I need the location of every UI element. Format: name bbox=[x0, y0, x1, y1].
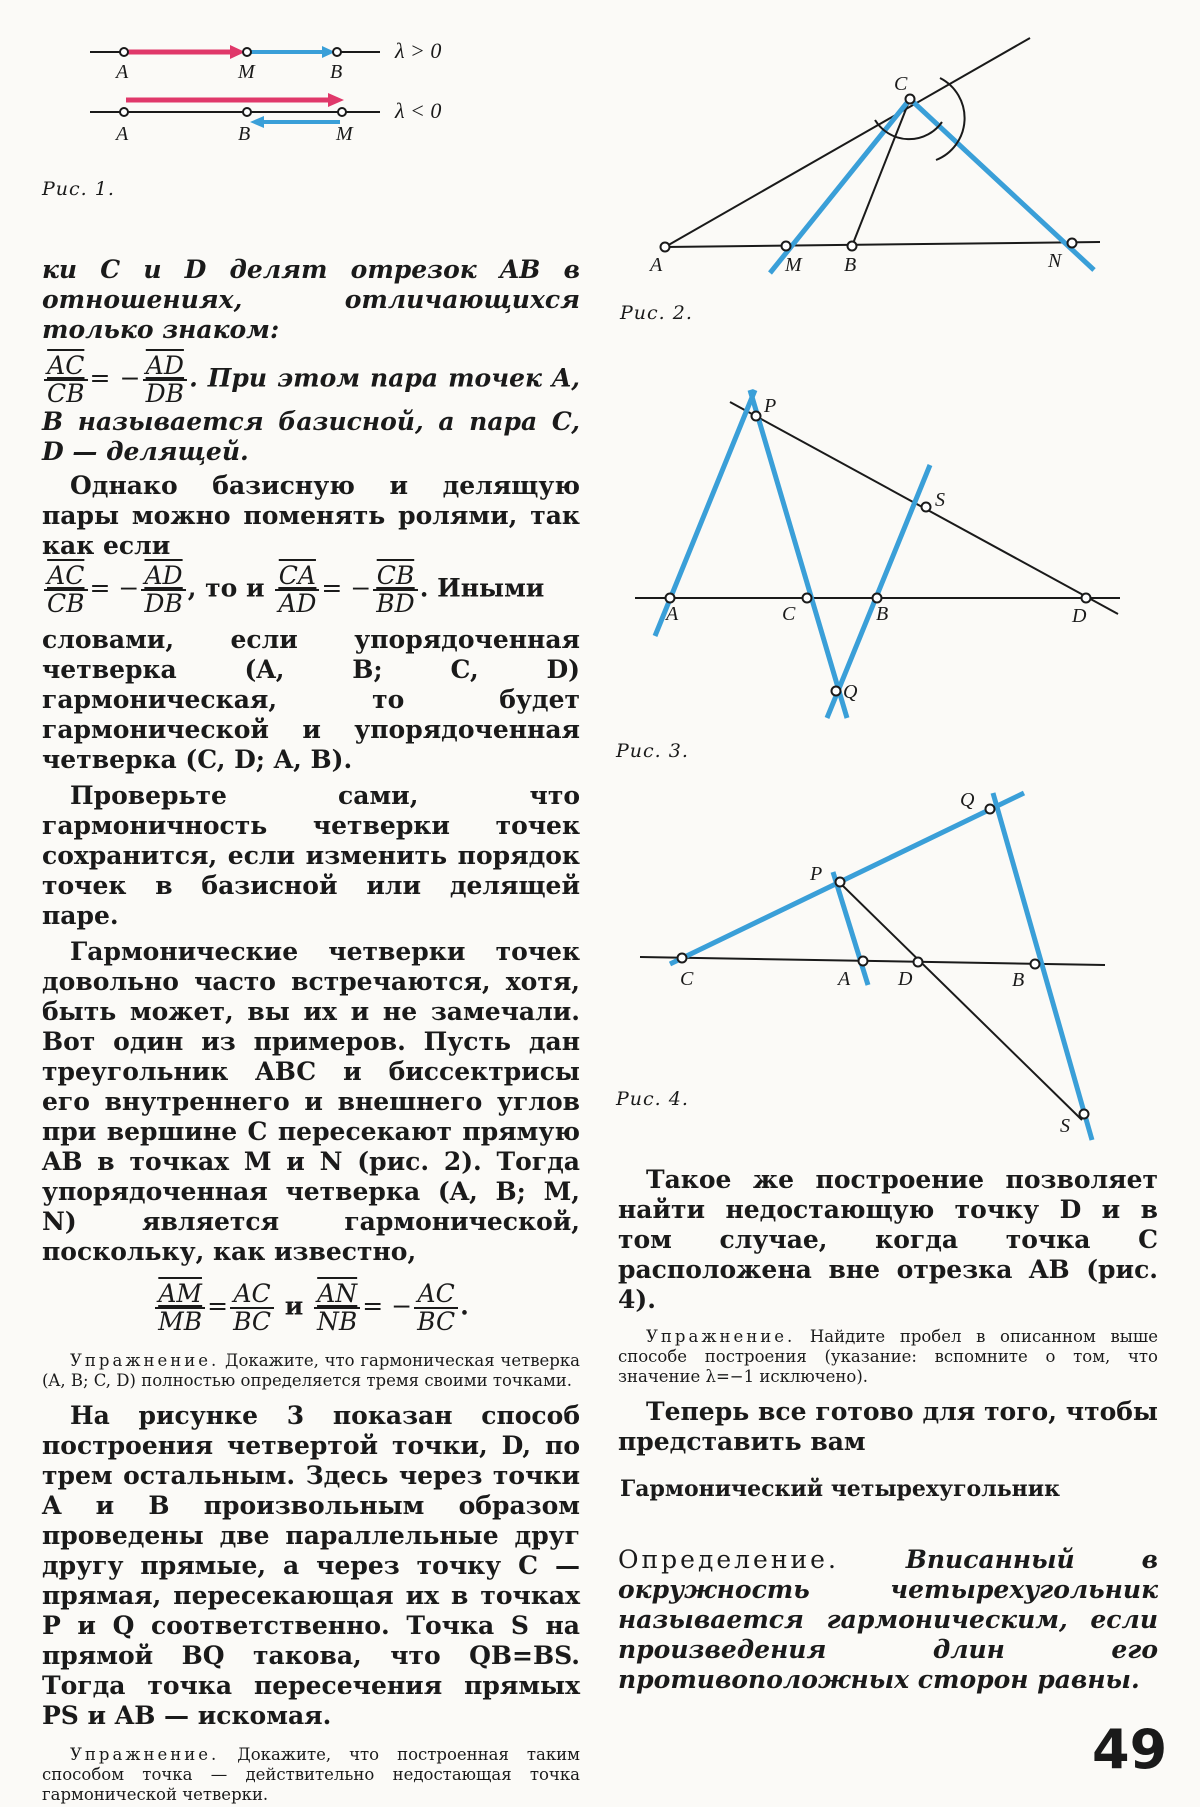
fig4-label-p: P bbox=[810, 863, 823, 885]
right-column bbox=[618, 1165, 1158, 1457]
frac-num: $\overline{AN}$ bbox=[314, 1281, 360, 1309]
fig4-point-s bbox=[1080, 1110, 1089, 1119]
fig4-label-s: S bbox=[1060, 1115, 1070, 1137]
exercise-text: Докажите, что гармоническая четверка (A, B; C, D) полностью определяется тремя своими точками. bbox=[42, 1351, 580, 1390]
fig1-point-a2 bbox=[120, 108, 128, 116]
frac-am-mb bbox=[155, 1281, 205, 1335]
fig3-label-q: Q bbox=[843, 681, 858, 703]
fig1-point-m bbox=[243, 48, 251, 56]
after-text: . Иными bbox=[419, 573, 545, 603]
frac-num: $\overline{CA}$ bbox=[275, 563, 319, 591]
eq-sign: = − bbox=[89, 363, 141, 393]
frac-num: $\overline{AC}$ bbox=[44, 563, 88, 591]
fig3-point-s bbox=[922, 503, 931, 512]
exercise-label: Упражнение. bbox=[70, 1351, 220, 1370]
fig1-label-a2: A bbox=[116, 123, 129, 145]
fig2-label-n: N bbox=[1048, 250, 1062, 272]
fig1-label-b: B bbox=[330, 61, 343, 83]
fig4-label-b: B bbox=[1012, 969, 1025, 991]
fig3-point-q bbox=[832, 687, 841, 696]
fig1-point-b2 bbox=[243, 108, 251, 116]
frac-num: $\overline{AD}$ bbox=[141, 563, 185, 591]
fig4-line-ps bbox=[840, 883, 1082, 1120]
fig1-point-b bbox=[333, 48, 341, 56]
frac-num: $\overline{CB}$ bbox=[373, 563, 417, 591]
end-dot: . bbox=[460, 1291, 469, 1321]
left-p4: Гармонические четверки точек довольно часто встречаются, хотя, быть может, вы их и не замечали. Вот один из примеров. Пусть дан треугольник ABC и биссектрисы его внутреннего и внешнего углов при вершине C пересекают прямую AB в точках M и N (рис. 2). Тогда упорядоченная четверка (A, B; M, N) является гармонической, поскольку, как известно, bbox=[42, 937, 580, 1266]
frac-ac-cb bbox=[44, 353, 88, 407]
frac-ad-db bbox=[143, 353, 187, 407]
fig2-label-b: B bbox=[844, 254, 857, 276]
exercise-1 bbox=[42, 1351, 580, 1391]
eq-sign: = − bbox=[89, 573, 140, 603]
left-p3: Проверьте сами, что гармоничность четверки точек сохранится, если изменить порядок точек в базисной или делящей паре. bbox=[42, 781, 580, 930]
fig1-point-m2 bbox=[338, 108, 346, 116]
frac-den: CB bbox=[47, 589, 85, 618]
frac-ac-bc bbox=[230, 1281, 274, 1335]
fig2-line-ac-ext bbox=[665, 38, 1030, 247]
fig3-label-a: A bbox=[666, 603, 679, 625]
definition-text: Вписанный в окружность четырехугольник называется гармоническим, если произведения длин его противоположных сторон равны. bbox=[618, 1545, 1158, 1694]
left-p1b: . При этом пара точек A, B называется базисной, а пара C, D — делящей. bbox=[42, 363, 581, 466]
fig2-label-m: M bbox=[785, 254, 802, 276]
frac-den: AD bbox=[278, 589, 317, 618]
fig1-label-b2: B bbox=[238, 123, 251, 145]
exercise-3 bbox=[618, 1327, 1158, 1387]
fig1-label-m: M bbox=[238, 61, 255, 83]
fig1-lambda-pos: λ > 0 bbox=[395, 38, 442, 63]
figure-4 bbox=[630, 780, 1130, 1140]
fig2-point-b bbox=[848, 242, 857, 251]
fig4-label-c: C bbox=[680, 968, 694, 990]
fig1-point-a bbox=[120, 48, 128, 56]
left-column bbox=[42, 255, 580, 1805]
exercise-2 bbox=[42, 1745, 580, 1805]
left-eq1-line bbox=[42, 353, 580, 467]
figure-3 bbox=[630, 380, 1130, 720]
fig3-label-b: B bbox=[876, 603, 889, 625]
frac-num: $\overline{AD}$ bbox=[143, 353, 187, 381]
fig2-point-c bbox=[906, 95, 915, 104]
frac-num: $\overline{AM}$ bbox=[155, 1281, 205, 1309]
fig4-label-a: A bbox=[838, 968, 851, 990]
exercise-label: Упражнение. bbox=[646, 1327, 796, 1346]
frac-an-nb bbox=[314, 1281, 360, 1335]
fig3-point-a bbox=[666, 594, 675, 603]
fig2-caption: Рис. 2. bbox=[620, 302, 693, 324]
fig3-label-c: C bbox=[782, 603, 796, 625]
frac-num: AC bbox=[230, 1281, 274, 1309]
frac-den: DB bbox=[145, 379, 185, 408]
left-eq2-line bbox=[42, 563, 580, 617]
fig4-point-b bbox=[1031, 960, 1040, 969]
eq-sign: = − bbox=[362, 1291, 413, 1321]
fig3-label-s: S bbox=[935, 489, 945, 511]
definition-block bbox=[618, 1545, 1158, 1695]
fig2-point-n bbox=[1068, 239, 1077, 248]
fig4-label-q: Q bbox=[960, 789, 975, 811]
fig3-point-d bbox=[1082, 594, 1091, 603]
fig4-line-cq bbox=[670, 793, 1024, 964]
fig3-point-p bbox=[752, 412, 761, 421]
eq-sign: = bbox=[207, 1291, 229, 1321]
figure-1 bbox=[90, 30, 470, 160]
frac-cb-bd bbox=[373, 563, 417, 617]
left-p2b: словами, если упорядоченная четверка (A, B; C, D) гармоническая, то будет гармонической и упорядоченная четверка (C, D; A, B). bbox=[42, 625, 580, 774]
fig3-point-b bbox=[873, 594, 882, 603]
page-number: 49 bbox=[1092, 1718, 1168, 1781]
frac-ad-db-2 bbox=[141, 563, 185, 617]
fig4-label-d: D bbox=[898, 968, 913, 990]
fig4-point-q bbox=[986, 805, 995, 814]
fig4-point-c bbox=[678, 954, 687, 963]
frac-num: AC bbox=[414, 1281, 458, 1309]
left-eq3-line bbox=[42, 1281, 580, 1335]
fig1-lambda-neg: λ < 0 bbox=[395, 98, 442, 123]
exercise-text: Найдите пробел в описанном выше способе построения (указание: вспомните о том, что значение λ=−1 исключено). bbox=[618, 1327, 1158, 1386]
fig4-caption: Рис. 4. bbox=[616, 1088, 689, 1110]
eq-sign: = − bbox=[321, 573, 372, 603]
fig3-point-c bbox=[803, 594, 812, 603]
left-p2a: Однако базисную и делящую пары можно поменять ролями, так как если bbox=[42, 471, 580, 560]
frac-ca-ad bbox=[275, 563, 319, 617]
definition-label: Определение. bbox=[618, 1545, 839, 1574]
frac-den: NB bbox=[317, 1307, 358, 1336]
frac-num: $\overline{AC}$ bbox=[44, 353, 88, 381]
fig4-point-p bbox=[836, 878, 845, 887]
then-text: , то и bbox=[187, 573, 265, 603]
frac-den: CB bbox=[47, 379, 85, 408]
fig3-caption: Рис. 3. bbox=[616, 740, 689, 762]
frac-den: BC bbox=[417, 1307, 456, 1336]
right-p1: Такое же построение позволяет найти недостающую точку D и в том случае, когда точка C расположена вне отрезка AB (рис. 4). bbox=[618, 1165, 1158, 1314]
and-text: и bbox=[284, 1291, 304, 1321]
fig4-point-d bbox=[914, 958, 923, 967]
fig1-caption: Рис. 1. bbox=[42, 178, 115, 200]
figure-2 bbox=[620, 30, 1120, 280]
fig1-label-a: A bbox=[116, 61, 129, 83]
left-p1: ки C и D делят отрезок AB в отношениях, отличающихся только знаком: bbox=[42, 255, 580, 344]
frac-den: MB bbox=[158, 1307, 203, 1336]
fig1-label-m2: M bbox=[336, 123, 353, 145]
fig2-point-a bbox=[661, 243, 670, 252]
section-heading: Гармонический четырехугольник bbox=[620, 1476, 1060, 1502]
fig2-line-cb bbox=[852, 99, 910, 246]
exercise-label: Упражнение. bbox=[70, 1745, 220, 1764]
frac-den: BC bbox=[233, 1307, 272, 1336]
fig1-arrowhead-am-red bbox=[328, 93, 344, 107]
fig1-arrowhead-mb-blue bbox=[250, 116, 264, 128]
left-p5: На рисунке 3 показан способ построения четвертой точки, D, по трем остальным. Здесь через точки A и B произвольным образом проведены две параллельные друг другу прямые, а через точку C — прямая, пересекающая их в точках P и Q соответственно. Точка S на прямой BQ такова, что QB=BS. Тогда точка пересечения прямых PS и AB — искомая. bbox=[42, 1401, 580, 1730]
fig2-label-a: A bbox=[650, 254, 663, 276]
fig3-label-d: D bbox=[1072, 605, 1087, 627]
frac-ac-cb-2 bbox=[44, 563, 88, 617]
fig2-point-m bbox=[782, 242, 791, 251]
fig2-line-ab bbox=[665, 242, 1100, 247]
frac-ac-bc-2 bbox=[414, 1281, 458, 1335]
frac-den: BD bbox=[376, 589, 415, 618]
fig3-label-p: P bbox=[764, 395, 777, 417]
fig4-point-a bbox=[859, 957, 868, 966]
frac-den: DB bbox=[144, 589, 183, 618]
fig4-line-qs bbox=[993, 793, 1092, 1140]
exercise-text: Докажите, что построенная таким способом точка — действительно недостающая точка гармонической четверки. bbox=[42, 1745, 580, 1804]
right-p2: Теперь все готово для того, чтобы представить вам bbox=[618, 1397, 1158, 1456]
fig2-label-c: C bbox=[894, 73, 908, 95]
